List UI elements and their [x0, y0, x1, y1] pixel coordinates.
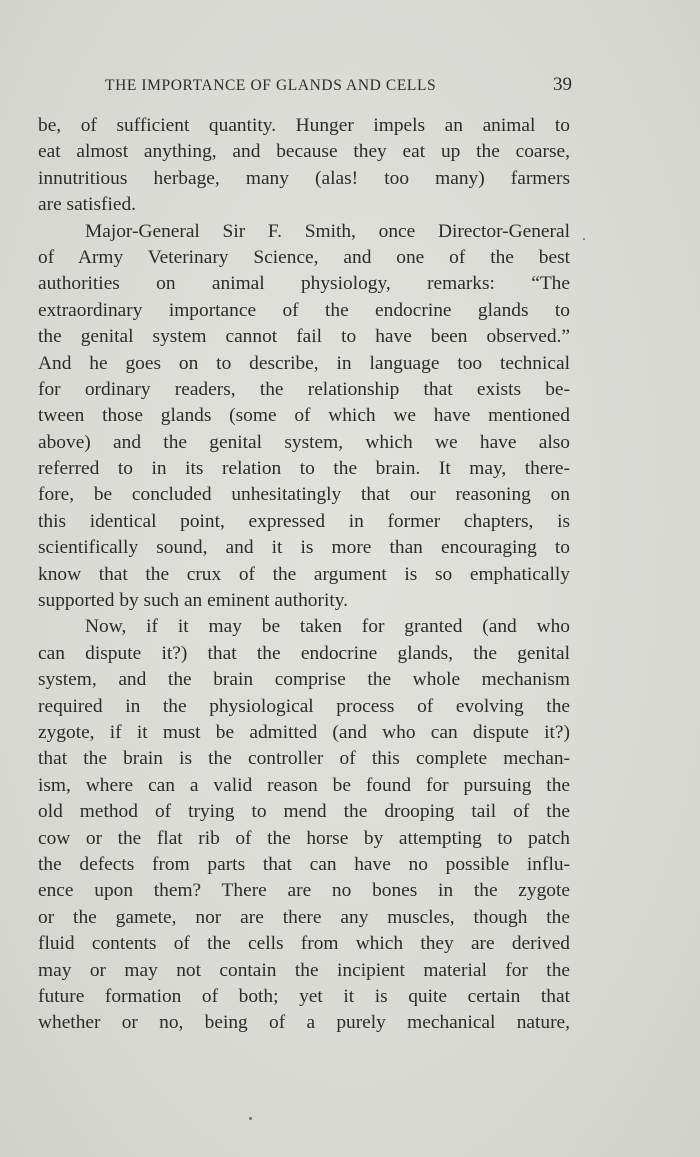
text-line: Now, if it may be taken for granted (and who [85, 616, 570, 638]
text-line: supported by such an eminent authority. [38, 590, 349, 612]
text-line: old method of trying to mend the drooping tail of the [38, 801, 570, 823]
text-line: referred to in its relation to the brain. It may, there- [38, 458, 570, 480]
paragraph-2 [38, 219, 570, 615]
text-line: authorities on animal physiology, remarks: “The [38, 273, 570, 295]
running-title: THE IMPORTANCE OF GLANDS AND CELLS [105, 77, 437, 94]
text-line: fluid contents of the cells from which they are derived [38, 933, 570, 955]
text-line: extraordinary importance of the endocrine glands to [38, 299, 570, 321]
text-line: scientifically sound, and it is more than encouraging to [38, 537, 570, 559]
text-line: of Army Veterinary Science, and one of the best [38, 246, 570, 268]
text-line: that the brain is the controller of this complete mechan- [38, 748, 570, 770]
text-line: zygote, if it must be admitted (and who can dispute it?) [38, 721, 570, 743]
text-line: ence upon them? There are no bones in the zygote [38, 880, 570, 902]
text-line: fore, be concluded unhesitatingly that our reasoning on [38, 484, 570, 506]
text-line: Major-General Sir F. Smith, once Director-General [85, 220, 570, 242]
text-line: can dispute it?) that the endocrine glands, the genital [38, 642, 570, 664]
text-line: or the gamete, nor are there any muscles, though the [38, 906, 570, 928]
paragraph-3 [38, 614, 570, 1036]
text-line: above) and the genital system, which we have also [38, 431, 570, 453]
text-line: are satisfied. [38, 194, 136, 216]
text-line: be, of sufficient quantity. Hunger impels an animal to [38, 115, 570, 136]
text-line: whether or no, being of a purely mechanical nature, [38, 1012, 570, 1034]
running-header [105, 74, 572, 98]
text-line: the genital system cannot fail to have been observed.” [38, 326, 570, 348]
body-text [38, 113, 570, 1037]
text-line: for ordinary readers, the relationship that exists be- [38, 378, 570, 400]
text-line: innutritious herbage, many (alas! too many) farmers [38, 167, 570, 189]
text-line: may or may not contain the incipient material for the [38, 959, 570, 981]
text-line: the defects from parts that can have no possible influ- [38, 853, 570, 875]
text-line: And he goes on to describe, in language too technical [38, 352, 570, 374]
text-line: know that the crux of the argument is so emphatically [38, 563, 570, 585]
paper-speck [583, 238, 585, 240]
text-line: this identical point, expressed in former chapters, is [38, 510, 570, 532]
paper-speck [249, 1117, 252, 1120]
text-line: tween those glands (some of which we have mentioned [38, 405, 570, 427]
text-line: cow or the flat rib of the horse by attempting to patch [38, 827, 570, 849]
text-line: required in the physiological process of evolving the [38, 695, 570, 717]
text-line: future formation of both; yet it is quite certain that [38, 985, 570, 1007]
text-line: ism, where can a valid reason be found for pursuing the [38, 774, 570, 796]
text-line: eat almost anything, and because they eat up the coarse, [38, 141, 570, 163]
paragraph-1 [38, 113, 570, 219]
text-line: system, and the brain comprise the whole mechanism [38, 669, 570, 691]
page-number: 39 [553, 74, 572, 95]
